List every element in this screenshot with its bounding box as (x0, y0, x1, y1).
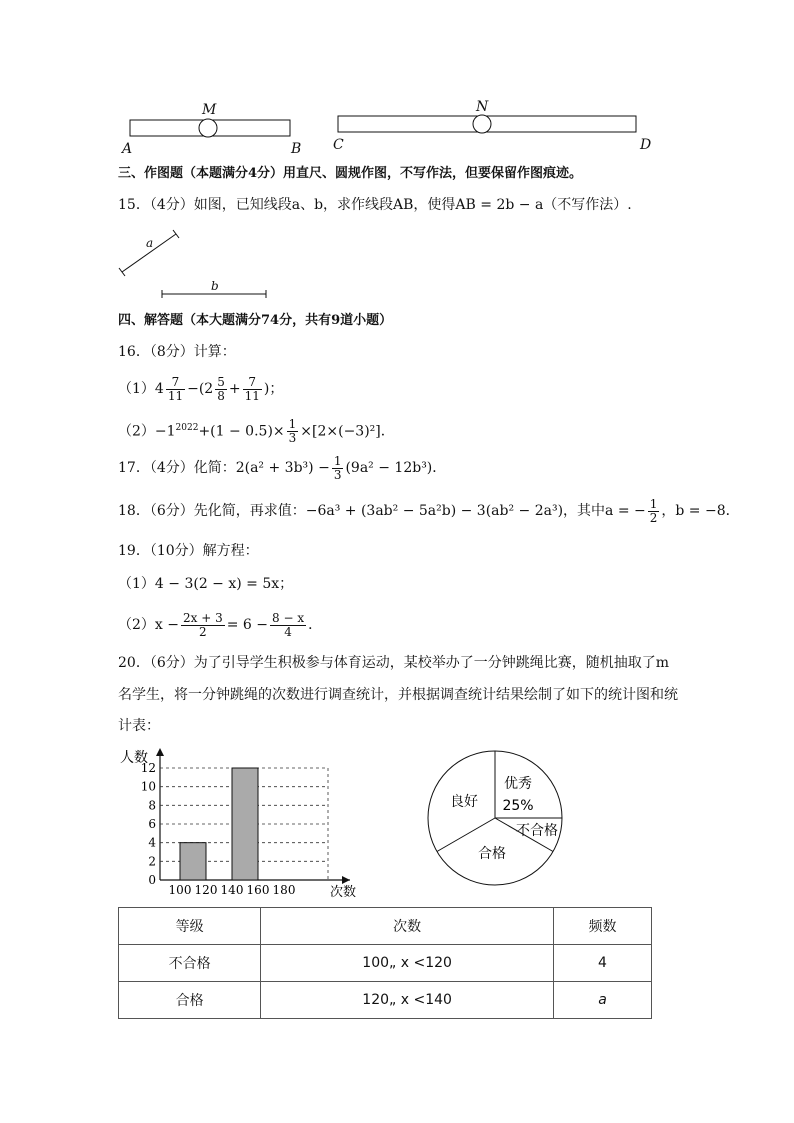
q19-p2-fraction-2 (270, 612, 306, 639)
segment-a-tick-right (173, 230, 179, 238)
label-d-point: D (640, 137, 652, 153)
x-axis-label: 次数 (330, 885, 357, 900)
q18-fraction (648, 498, 660, 525)
question-19-part-1: （1）4 − 3(2 − x) = 5x； (118, 576, 294, 592)
q17-end: (9a² − 12b³)． (345, 460, 447, 476)
table-row (119, 945, 652, 982)
segment-figure (110, 96, 670, 156)
frac-den: 11 (244, 388, 260, 403)
label-c-point: C (333, 137, 344, 153)
slice-label: 合格 (478, 846, 506, 862)
segment-a-tick-left (119, 268, 125, 276)
y-axis-arrow (156, 748, 164, 756)
question-20-line-2: 名学生，将一分钟跳绳的次数进行调查统计，并根据调查统计结果绘制了如下的统计图和统 (118, 687, 678, 703)
frac-den: 4 (284, 624, 292, 639)
q15-label-b: b (211, 279, 219, 293)
y-tick-label: 8 (148, 798, 156, 813)
table-header-cell: 等级 (119, 908, 261, 945)
q16-p1-mid: −(2 (187, 381, 214, 397)
table-cell: 4 (554, 945, 652, 982)
section-3-heading: 三、作图题（本题满分4分）用直尺、圆规作图，不写作法，但要保留作图痕迹。 (118, 166, 583, 181)
q19-p2-end: ． (308, 617, 323, 633)
bar-chart (110, 742, 370, 902)
q15-figure (110, 224, 310, 304)
frac-num: 2x + 3 (182, 610, 223, 625)
question-16-part-1 (118, 374, 283, 404)
q19-p2-fraction-1 (181, 612, 225, 639)
x-axis-arrow (342, 876, 350, 884)
frac-den: 3 (288, 431, 297, 446)
frac-num: 7 (243, 376, 262, 390)
question-19-title: 19．（10分）解方程： (118, 543, 259, 559)
y-tick-label: 12 (140, 761, 156, 775)
frac-den: 8 (217, 388, 225, 403)
table-cell: 120„ x <140 (261, 982, 554, 1019)
frac-num: 1 (333, 453, 342, 468)
q16-p2-fraction (287, 418, 299, 445)
frac-num: 5 (217, 374, 225, 389)
question-15: 15．（4分）如图，已知线段a、b，求作线段AB，使得AB = 2b − a（不写作法）. (118, 197, 632, 213)
question-17 (118, 453, 446, 483)
frac-den: 2 (199, 624, 207, 639)
y-tick-label: 0 (148, 873, 156, 887)
q18-prefix: 18．（6分）先化简，再求值：−6a³ + (3ab² − 5a²b) − 3(ab² − 2a³)，其中a = − (118, 503, 646, 519)
y-tick-label: 6 (148, 817, 156, 831)
x-tick-label: 140 (220, 883, 244, 897)
y-axis-label: 人数 (120, 750, 148, 766)
q19-p2-prefix: （2）x − (118, 617, 179, 633)
table-cell: 100„ x <120 (261, 945, 554, 982)
table-header-row (119, 908, 652, 945)
q16-p1-fraction-2 (215, 376, 227, 403)
question-18 (118, 496, 740, 526)
table-cell: 不合格 (119, 945, 261, 982)
q15-label-a: a (146, 236, 154, 250)
q16-p1-fraction-3 (243, 376, 262, 403)
x-tick-label: 100 (168, 883, 192, 897)
y-tick-label: 4 (148, 835, 156, 850)
section-4-heading: 四、解答题（本大题满分74分，共有9道小题） (118, 313, 393, 328)
bar (232, 768, 258, 880)
bar (180, 843, 206, 880)
slice-label: 不合格 (516, 823, 558, 839)
q16-p1-plus: + (228, 381, 241, 397)
q18-end: ，b = −8． (661, 503, 740, 519)
q16-p2-prefix: （2）−1 (118, 423, 176, 440)
label-a-point: A (122, 141, 133, 157)
frac-num: 7 (166, 376, 185, 390)
question-19-part-2 (118, 610, 322, 640)
q17-fraction (332, 455, 344, 482)
question-20-line-3: 计表： (118, 718, 160, 734)
slice-percent-label: 25% (502, 798, 534, 814)
frac-num: 1 (649, 496, 658, 511)
q16-p2-end: ×[2×(−3)²]． (300, 423, 395, 440)
question-16-title: 16．（8分）计算： (118, 344, 236, 360)
table-header-cell: 频数 (554, 908, 652, 945)
q16-p2-mid: +(1 − 0.5)× (198, 423, 285, 440)
x-tick-label: 160 (246, 883, 270, 897)
slice-label: 良好 (450, 794, 478, 810)
frac-den: 2 (649, 510, 658, 525)
table-header-cell: 次数 (261, 908, 554, 945)
circle-n (473, 115, 491, 133)
x-tick-label: 180 (272, 883, 296, 897)
slice-label: 优秀 (504, 776, 532, 792)
q16-p2-exponent: 2022 (175, 423, 199, 433)
table-cell: a (554, 982, 652, 1019)
q17-prefix: 17．（4分）化简：2(a² + 3b³) − (118, 460, 330, 476)
q16-p1-fraction-1 (166, 376, 185, 403)
label-n: N (476, 99, 489, 115)
table-row (119, 982, 652, 1019)
circle-m (199, 119, 217, 137)
x-tick-label: 120 (194, 883, 218, 897)
label-m: M (202, 102, 217, 118)
label-b-point: B (291, 141, 302, 157)
table-cell: 合格 (119, 982, 261, 1019)
frac-den: 11 (167, 388, 184, 403)
y-tick-label: 2 (148, 854, 156, 869)
q16-p1-end: )； (263, 381, 284, 397)
stats-table (118, 907, 652, 1019)
y-tick-label: 10 (140, 779, 156, 794)
question-16-part-2 (118, 413, 395, 447)
question-20-line-1: 20．（6分）为了引导学生积极参与体育运动，某校举办了一分钟跳绳比赛，随机抽取了m (118, 655, 669, 671)
frac-num: 8 − x (272, 610, 305, 625)
q19-p2-mid: = 6 − (226, 617, 268, 633)
pie-chart (420, 748, 570, 898)
frac-den: 3 (333, 467, 342, 482)
q16-p1-prefix: （1）4 (118, 381, 164, 397)
frac-num: 1 (288, 417, 297, 432)
